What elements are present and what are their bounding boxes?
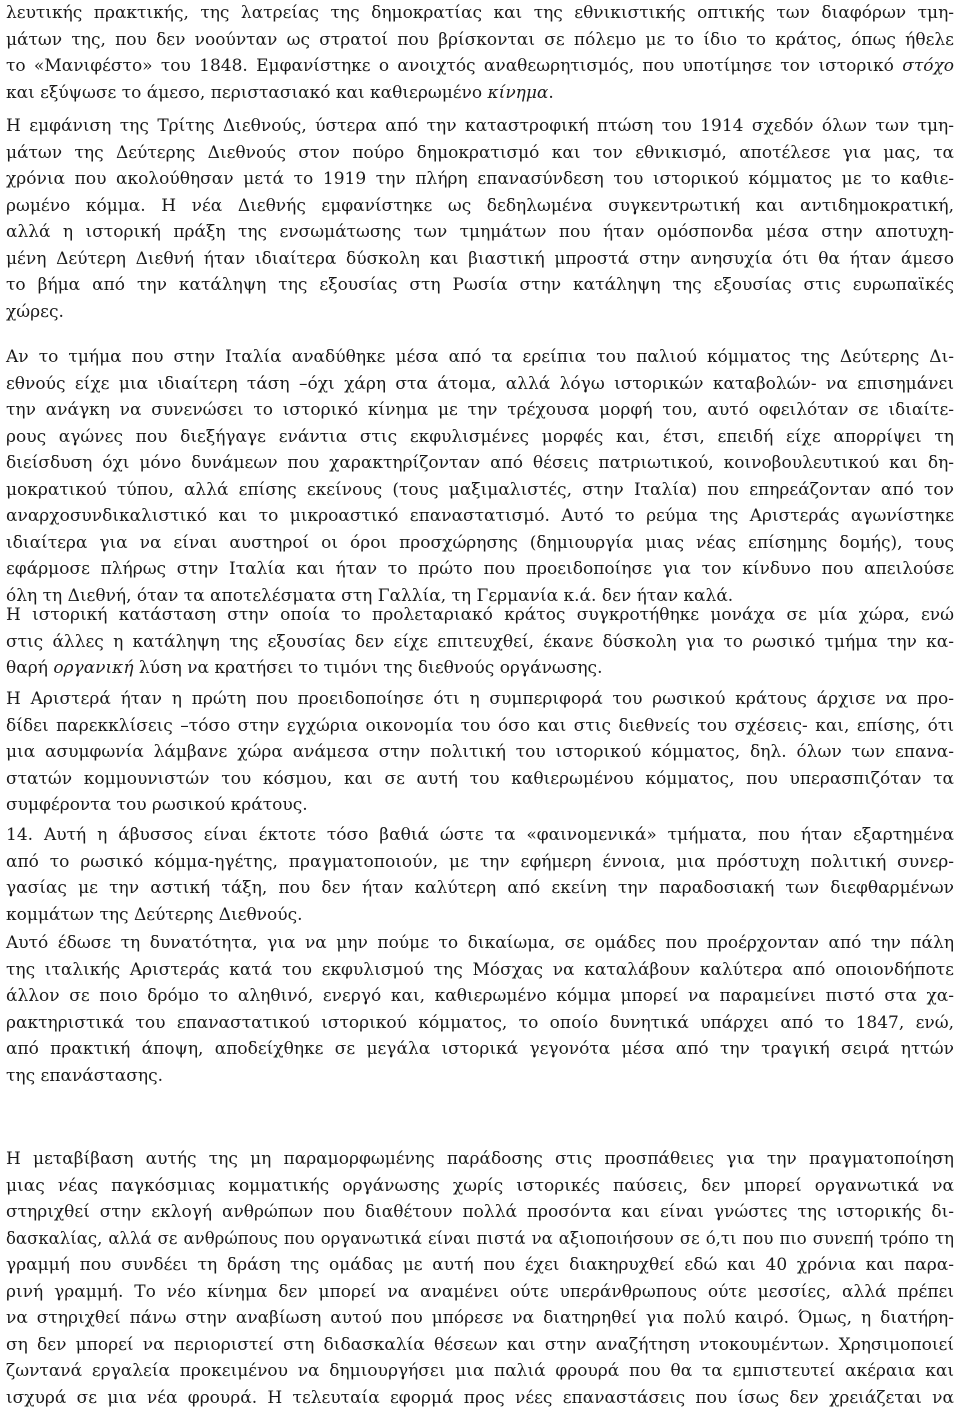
text-line	[6, 299, 954, 326]
text-line	[6, 849, 954, 876]
text-segment: μάτων της, που δεν νοούνταν ως στρατοί που βρίσκονται σε πόλεμο με το ίδιο το κράτος, όπως ήθελε	[6, 29, 954, 50]
text-segment: άλλον σε ποιο δρόμο το αληθινό, ενεργό και, καθιερωμένο κόμμα μπορεί να παραμείνει πιστό στα χα-	[6, 986, 954, 1006]
text-line	[6, 371, 954, 398]
text-line	[6, 140, 954, 167]
text-segment: εθνούς είχε μια ιδιαίτερη τάση –όχι χάρη στα άτομα, αλλά λόγω ιστορικών καταβολών- να επισημάνει	[6, 373, 954, 394]
text-line	[6, 80, 954, 107]
text-line	[6, 424, 954, 451]
text-segment: της ιταλικής Αριστεράς κατά του εκφυλισμού της Μόσχας να καταλάβουν καλύτερα από οποιονδήποτε	[6, 959, 954, 980]
text-line	[6, 686, 954, 713]
text-segment: μοκρατικού τύπου, αλλά επίσης εκείνους (τους μαξιμαλιστές, στην Ιταλία) που επηρεάζονταν από τον	[6, 479, 954, 500]
text-segment: μια ασυμφωνία λάμβανε χώρα ανάμεσα στην πολιτική του ιστορικού κόμματος, δηλ. όλων των επανα-	[6, 742, 954, 762]
text-line	[6, 344, 954, 371]
text-line	[6, 1010, 954, 1037]
text-line	[6, 477, 954, 504]
text-segment: και εξύψωσε το άμεσο, περιστασιακό και καθιερωμένο	[6, 82, 488, 103]
text-segment: ρους αγώνες που διεξήγαγε ενάντια στις εκφυλισμένες μορφές και, έτσι, επειδή είχε απορρίψει τη	[6, 426, 954, 447]
text-segment: το «Μανιφέστο» του 1848. Εμφανίστηκε ο ανοιχτός αναθεωρητισμός, που υποτίμησε τον ιστορικό	[6, 56, 903, 76]
text-line	[6, 902, 954, 929]
text-line	[6, 957, 954, 984]
text-line	[6, 930, 954, 957]
text-line	[6, 193, 954, 220]
text-segment: εφάρμοσε πλήρως στην Ιταλία και ήταν το πρώτο που προειδοποίησε για τον κίνδυνο που απειλούσε	[6, 559, 954, 579]
text-segment: κομμάτων της Δεύτερης Διεθνούς.	[6, 904, 303, 925]
text-segment: Η μεταβίβαση αυτής της μη παραμορφωμένης παράδοσης στις προσπάθειες για την πραγματοποίηση	[6, 1149, 954, 1169]
text-line	[6, 655, 954, 682]
text-segment: από το ρωσικό κόμμα-ηγέτης, πραγματοποιούν, με την εφήμερη έννοια, μια πρόστυχη πολιτική συνερ-	[6, 851, 954, 872]
text-segment: μάτων της Δεύτερης Διεθνούς στον πούρο δημοκρατισμό και τον εθνικισμό, αποτέλεσε για μας, τα	[6, 142, 954, 163]
text-segment: όλη τη Διεθνή, όταν τα αποτελέσματα στη Γαλλία, τη Γερμανία κ.ά. δεν ήταν καλά.	[6, 585, 734, 606]
text-segment: λύση να κρατήσει το τιμόνι της διεθνούς οργάνωσης.	[133, 658, 603, 678]
text-line	[6, 1146, 954, 1173]
text-segment: στις άλλες η κατάληψη της εξουσίας δεν είχε επιτευχθεί, έκανε δύσκολη για το ρωσικό τμήμα την κα-	[6, 631, 954, 652]
text-segment: αλλά η ιστορική πράξη της ενσωμάτωσης των τμημάτων που ήταν ομόσπονδα μέσα στην αποτυχη-	[6, 222, 954, 242]
text-segment: 14. Αυτή η άβυσσος είναι έκτοτε τόσο βαθιά ώστε τα «φαινομενικά» τμήματα, που ήταν εξαρτημένα	[6, 825, 954, 845]
text-line	[6, 27, 954, 54]
text-segment: στηριχθεί στην εκλογή ανθρώπων που διαθέτουν πολλά προσόντα και είναι γνώστες της ιστορικής δι-	[6, 1202, 954, 1222]
text-segment: θαρή	[6, 658, 54, 678]
text-segment: δίδει παρεκκλίσεις –τόσο στην εγχώρια οικονομία του όσο και στις διεθνείς του σχέσεις- και, επίσης, ότι	[6, 715, 954, 736]
text-line	[6, 53, 954, 80]
text-segment: μιας νέας παγκόσμιας κομματικής οργάνωσης χωρίς ιστορικές παύσεις, δεν μπορεί οργανωτικά να	[6, 1175, 954, 1196]
text-segment: Η εμφάνιση της Τρίτης Διεθνούς, ύστερα από την καταστροφική πτώση του 1914 σχεδόν όλων των τμη-	[6, 116, 954, 136]
text-line	[6, 822, 954, 849]
text-segment: συμφέροντα του ρωσικού κράτους.	[6, 795, 308, 815]
text-segment: το βήμα από την κατάληψη της εξουσίας στη Ρωσία στην κατάληψη της εξουσίας στις ευρωπαϊκές	[6, 275, 954, 295]
paragraph	[6, 930, 954, 1089]
paragraph	[6, 602, 954, 682]
text-segment: ρακτηριστικά του επαναστατικού ιστορικού κόμματος, το οποίο δυνητικά υπάρχει από το 1847, ενώ,	[6, 1012, 954, 1033]
text-segment: ισχυρά σε μια νέα φρουρά. Η τελευταία εφορμά προς νέες επαναστάσεις που ίσως δεν χρειάζεται να	[6, 1387, 954, 1408]
text-segment: να στηριχθεί πάνω στην αναβίωση αυτού που μπόρεσε να διατηρηθεί για πολύ καιρό. Όμως, η διατήρη-	[6, 1308, 954, 1328]
text-segment: Η Αριστερά ήταν η πρώτη που προειδοποίησε ότι η συμπεριφορά του ρωσικού κράτους άρχισε να προ-	[6, 689, 954, 709]
text-line	[6, 792, 954, 819]
text-line	[6, 113, 954, 140]
text-line	[6, 1305, 954, 1332]
text-line	[6, 1199, 954, 1226]
emphasis-text: οργανική	[53, 658, 134, 678]
text-segment: από πρακτική άποψη, αποδείχθηκε σε μεγάλα ιστορικά γεγονότα μέσα από την τραγική σειρά ηττών	[6, 1039, 954, 1059]
text-segment: Η ιστορική κατάσταση στην οποία το προλεταριακό κράτος συγκροτήθηκε μονάχα σε μία χώρα, ενώ	[6, 605, 954, 625]
text-segment: ρινή γραμμή. Το νέο κίνημα δεν μπορεί να αναμένει ούτε υπεράνθρωπους ούτε μεσσίες, αλλά πρέπει	[6, 1281, 954, 1302]
text-line	[6, 1226, 954, 1253]
text-segment: την ανάγκη να συνενώσει το ιστορικό κίνημα με την τρέχουσα μορφή του, αυτό οφειλόταν σε ιδιαίτε-	[6, 400, 954, 420]
text-line	[6, 0, 954, 27]
text-line	[6, 246, 954, 273]
paragraph	[6, 0, 954, 106]
text-line	[6, 629, 954, 656]
text-line	[6, 556, 954, 583]
text-segment: δασκαλίας, αλλά σε ανθρώπους που οργανωτικά είναι πιστά να αξιοποιήσουν σε ό,τι που πιο συνεπή τρόπο τη	[6, 1228, 954, 1248]
text-line	[6, 1279, 954, 1306]
text-segment: Αυτό έδωσε τη δυνατότητα, για να μην πούμε το δικαίωμα, σε ομάδες που προέρχονταν από την πάλη	[6, 933, 954, 953]
text-segment: γασίας με την αστική τάξη, που δεν ήταν καλύτερη από εκείνη την παραδοσιακή των διεφθαρμένων	[6, 878, 954, 898]
text-segment: ρωμένο κόμμα. Η νέα Διεθνής εμφανίστηκε ως δεδηλωμένα συγκεντρωτική και αντιδημοκρατική,	[6, 195, 954, 216]
text-line	[6, 1036, 954, 1063]
paragraph	[6, 686, 954, 819]
text-segment: αναρχοσυνδικαλιστικό και το μικροαστικό επαναστατισμό. Αυτό το ρεύμα της Αριστεράς αγωνίστηκε	[6, 506, 954, 526]
text-segment: λευτικής πρακτικής, της λατρείας της δημοκρατίας και της εθνικιστικής οπτικής των διαφόρων τμη-	[6, 3, 954, 23]
text-line	[6, 983, 954, 1010]
paragraph	[6, 1146, 954, 1411]
paragraph	[6, 822, 954, 928]
text-line	[6, 1385, 954, 1412]
text-line	[6, 397, 954, 424]
paragraph	[6, 344, 954, 609]
text-line	[6, 503, 954, 530]
text-line	[6, 713, 954, 740]
text-segment: χώρες.	[6, 301, 64, 322]
text-line	[6, 450, 954, 477]
text-segment: ιδιαίτερα για να είναι αυστηροί οι όροι προσχώρησης (δημιουργία μιας νέας επίσημης δομής), τους	[6, 532, 954, 553]
text-segment: ζωντανά εργαλεία προκειμένου να δημιουργήσει μια παλιά φρουρά που θα τα εμπιστευτεί ακέραια και	[6, 1361, 954, 1381]
text-line	[6, 1358, 954, 1385]
text-line	[6, 875, 954, 902]
text-segment: διείσδυση όχι μόνο δυνάμεων που χαρακτηρίζονταν από θέσεις πατριωτικού, κοινοβουλευτικού και δη-	[6, 453, 954, 473]
text-segment: μένη Δεύτερη Διεθνή ήταν ιδιαίτερα δύσκολη και βιαστική μπροστά στην ανησυχία ότι θα ήταν άμεσο	[6, 248, 954, 269]
text-line	[6, 166, 954, 193]
text-line	[6, 530, 954, 557]
text-segment: χρόνια που ακολούθησαν μετά το 1919 την πλήρη επανασύνδεση του ιστορικού κόμματος με το καθιε-	[6, 169, 954, 189]
text-segment: ση δεν μπορεί να περιοριστεί στη διδασκαλία θέσεων και στην αναζήτηση ντοκουμέντων. Χρησιμοποιεί	[6, 1334, 954, 1355]
text-line	[6, 739, 954, 766]
emphasis-text: στόχο	[902, 56, 954, 76]
text-line	[6, 602, 954, 629]
text-segment: Αν το τμήμα που στην Ιταλία αναδύθηκε μέσα από τα ερείπια του παλιού κόμματος της Δεύτερης Δι-	[6, 347, 954, 367]
text-line	[6, 219, 954, 246]
text-segment: στατών κομμουνιστών του κόσμου, και σε αυτή του καθιερωμένου κόμματος, που υπερασπιζόταν τα	[6, 768, 954, 789]
text-segment: γραμμή που συνδέει τη δράση της ομάδας με αυτή που έχει διακηρυχθεί εδώ και 40 χρόνια και παρα-	[6, 1255, 954, 1275]
text-segment: της επανάστασης.	[6, 1065, 163, 1086]
emphasis-text: κίνημα	[487, 82, 549, 103]
paragraph	[6, 113, 954, 325]
text-line	[6, 1173, 954, 1200]
text-line	[6, 272, 954, 299]
text-line	[6, 1332, 954, 1359]
text-line	[6, 766, 954, 793]
text-line	[6, 1252, 954, 1279]
text-line	[6, 1063, 954, 1090]
text-segment: .	[548, 82, 554, 103]
